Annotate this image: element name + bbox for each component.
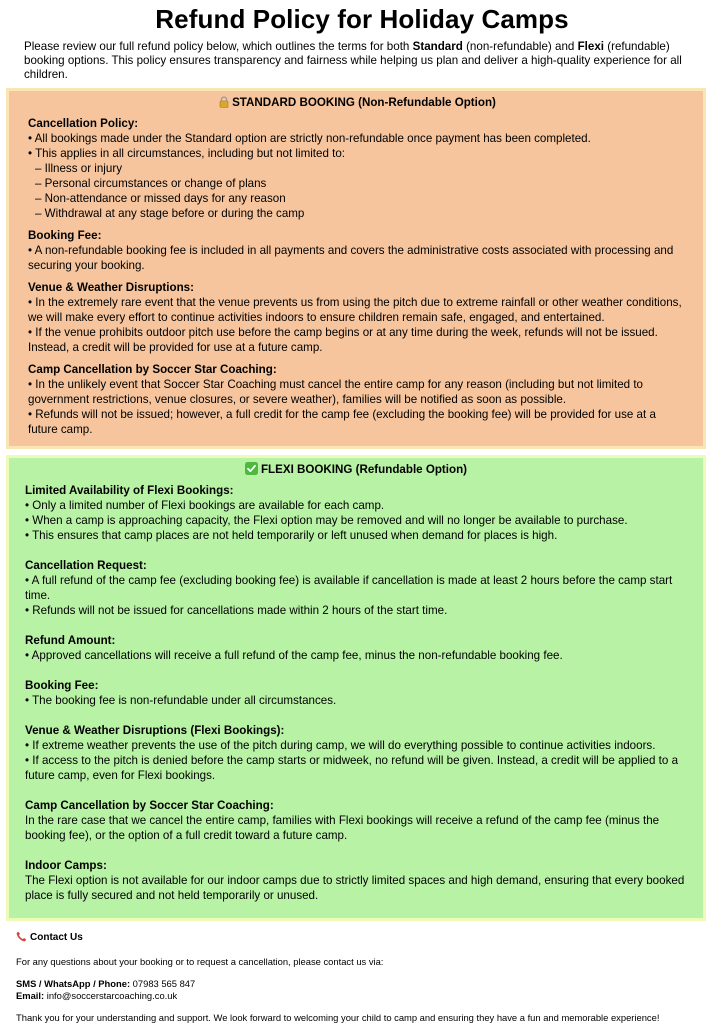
phone-icon (16, 931, 27, 946)
flexi-refund-amount-heading: Refund Amount: (25, 634, 116, 647)
email-address-link[interactable]: info@soccerstarcoaching.co.uk (46, 990, 178, 1001)
standard-panel-title (28, 95, 687, 112)
email-label: Email: (16, 990, 45, 1001)
flexi-availability-line-3: • This ensures that camp places are not held temporarily or left unused when demand for places is high. (25, 529, 558, 542)
flexi-availability-line-1: • Only a limited number of Flexi bookings are available for each camp. (25, 499, 385, 512)
flexi-refund-amount-line: • Approved cancellations will receive a full refund of the camp fee, minus the non-refundable booking fee. (25, 649, 563, 662)
flexi-booking-fee-line: • The booking fee is non-refundable under all circumstances. (25, 694, 337, 707)
list-item: – Withdrawal at any stage before or during the camp (35, 207, 305, 220)
standard-booking-panel (6, 88, 706, 449)
flexi-panel-title-text: FLEXI BOOKING (Refundable Option) (260, 463, 468, 476)
intro-text-2: (non-refundable) and (462, 40, 578, 53)
standard-venue-line-2: • If the venue prohibits outdoor pitch use before the camp begins or at any time during the week, refunds will not be issued. Instead, a credit will be provided for use at a future camp. (28, 326, 658, 354)
flexi-availability-line-2: • When a camp is approaching capacity, the Flexi option may be removed and will no longer be available to purchase. (25, 514, 628, 527)
standard-camp-cancellation-heading: Camp Cancellation by Soccer Star Coaching: (28, 363, 277, 376)
intro-text-3: (refundable) booking options. This policy ensures transparency and fairness while helping us plan and deliver a high-quality experience for all children. (24, 40, 682, 81)
standard-cancellation-heading: Cancellation Policy: (28, 117, 139, 130)
flexi-venue-line-1: • If extreme weather prevents the use of the pitch during camp, we will do everything possible to continue activities indoors. (25, 739, 656, 752)
flexi-camp-cancellation-line: In the rare case that we cancel the entire camp, families with Flexi bookings will receive a refund of the camp fee (minus the booking fee), or the option of a full credit toward a future camp. (25, 814, 660, 842)
lock-icon (219, 96, 229, 112)
standard-booking-fee-heading: Booking Fee: (28, 229, 102, 242)
contact-thanks-line: Thank you for your understanding and support. We look forward to welcoming your child to camp and ensuring they have a fun and memorable experience! (16, 1012, 660, 1023)
intro-standard-term: Standard (412, 40, 463, 53)
flexi-indoor-camps-heading: Indoor Camps: (25, 859, 107, 872)
intro-text-1: Please review our full refund policy below, which outlines the terms for both (24, 40, 413, 53)
standard-booking-fee-line: • A non-refundable booking fee is included in all payments and covers the administrative costs associated with processing and securing your booking. (28, 244, 674, 272)
phone-label: SMS / WhatsApp / Phone: (16, 978, 131, 989)
list-item: – Personal circumstances or change of plans (35, 177, 267, 190)
check-mark-icon (245, 462, 258, 479)
standard-cancellation-line-1: • All bookings made under the Standard option are strictly non-refundable once payment has been completed. (28, 132, 591, 145)
flexi-panel-title (25, 462, 687, 479)
flexi-availability-heading: Limited Availability of Flexi Bookings: (25, 484, 234, 497)
flexi-cancellation-request-line-2: • Refunds will not be issued for cancellations made within 2 hours of the start time. (25, 604, 448, 617)
flexi-booking-fee-heading: Booking Fee: (25, 679, 99, 692)
standard-cancellation-line-2: • This applies in all circumstances, including but not limited to: (28, 147, 346, 160)
contact-phone-line (16, 978, 706, 990)
phone-number-link[interactable]: 07983 565 847 (132, 978, 196, 989)
flexi-cancellation-request-line-1: • A full refund of the camp fee (excluding booking fee) is available if cancellation is made at least 2 hours before the camp start time. (25, 574, 673, 602)
contact-title-text: Contact Us (30, 932, 83, 943)
list-item: – Non-attendance or missed days for any reason (35, 192, 286, 205)
standard-camp-cancellation-line-1: • In the unlikely event that Soccer Star Coaching must cancel the entire camp for any reason (including but not limited to government restrictions, venue closures, or severe weather), families will be notified as soon as possible. (28, 378, 643, 406)
intro-paragraph (24, 40, 704, 82)
standard-camp-cancellation-line-2: • Refunds will not be issued; however, a full credit for the camp fee (excluding the booking fee) will be provided for use at a future camp. (28, 408, 656, 436)
intro-flexi-term: Flexi (577, 40, 604, 53)
contact-title (16, 931, 706, 946)
flexi-venue-heading: Venue & Weather Disruptions (Flexi Bookings): (25, 724, 285, 737)
flexi-venue-line-2: • If access to the pitch is denied before the camp starts or midweek, no refund will be given. Instead, a credit will be applied to a future camp, even for Flexi bookings. (25, 754, 679, 782)
flexi-cancellation-request-heading: Cancellation Request: (25, 559, 147, 572)
contact-email-line (16, 990, 706, 1002)
standard-panel-title-text: STANDARD BOOKING (Non-Refundable Option) (232, 96, 496, 109)
flexi-indoor-camps-line: The Flexi option is not available for our indoor camps due to strictly limited spaces and high demand, ensuring that every booked place is fully secured and not held temporarily or unused. (25, 874, 685, 902)
contact-section (16, 931, 706, 1024)
flexi-camp-cancellation-heading: Camp Cancellation by Soccer Star Coaching: (25, 799, 274, 812)
standard-venue-heading: Venue & Weather Disruptions: (28, 281, 194, 294)
contact-intro-line: For any questions about your booking or to request a cancellation, please contact us via: (16, 956, 384, 967)
flexi-booking-panel (6, 455, 706, 921)
list-item: – Illness or injury (35, 162, 122, 175)
standard-venue-line-1: • In the extremely rare event that the venue prevents us from using the pitch due to extreme rainfall or other weather conditions, we will make every effort to continue activities indoors to ensure children remain safe, engaged, and entertained. (28, 296, 682, 324)
page-title: Refund Policy for Holiday Camps (155, 4, 569, 34)
